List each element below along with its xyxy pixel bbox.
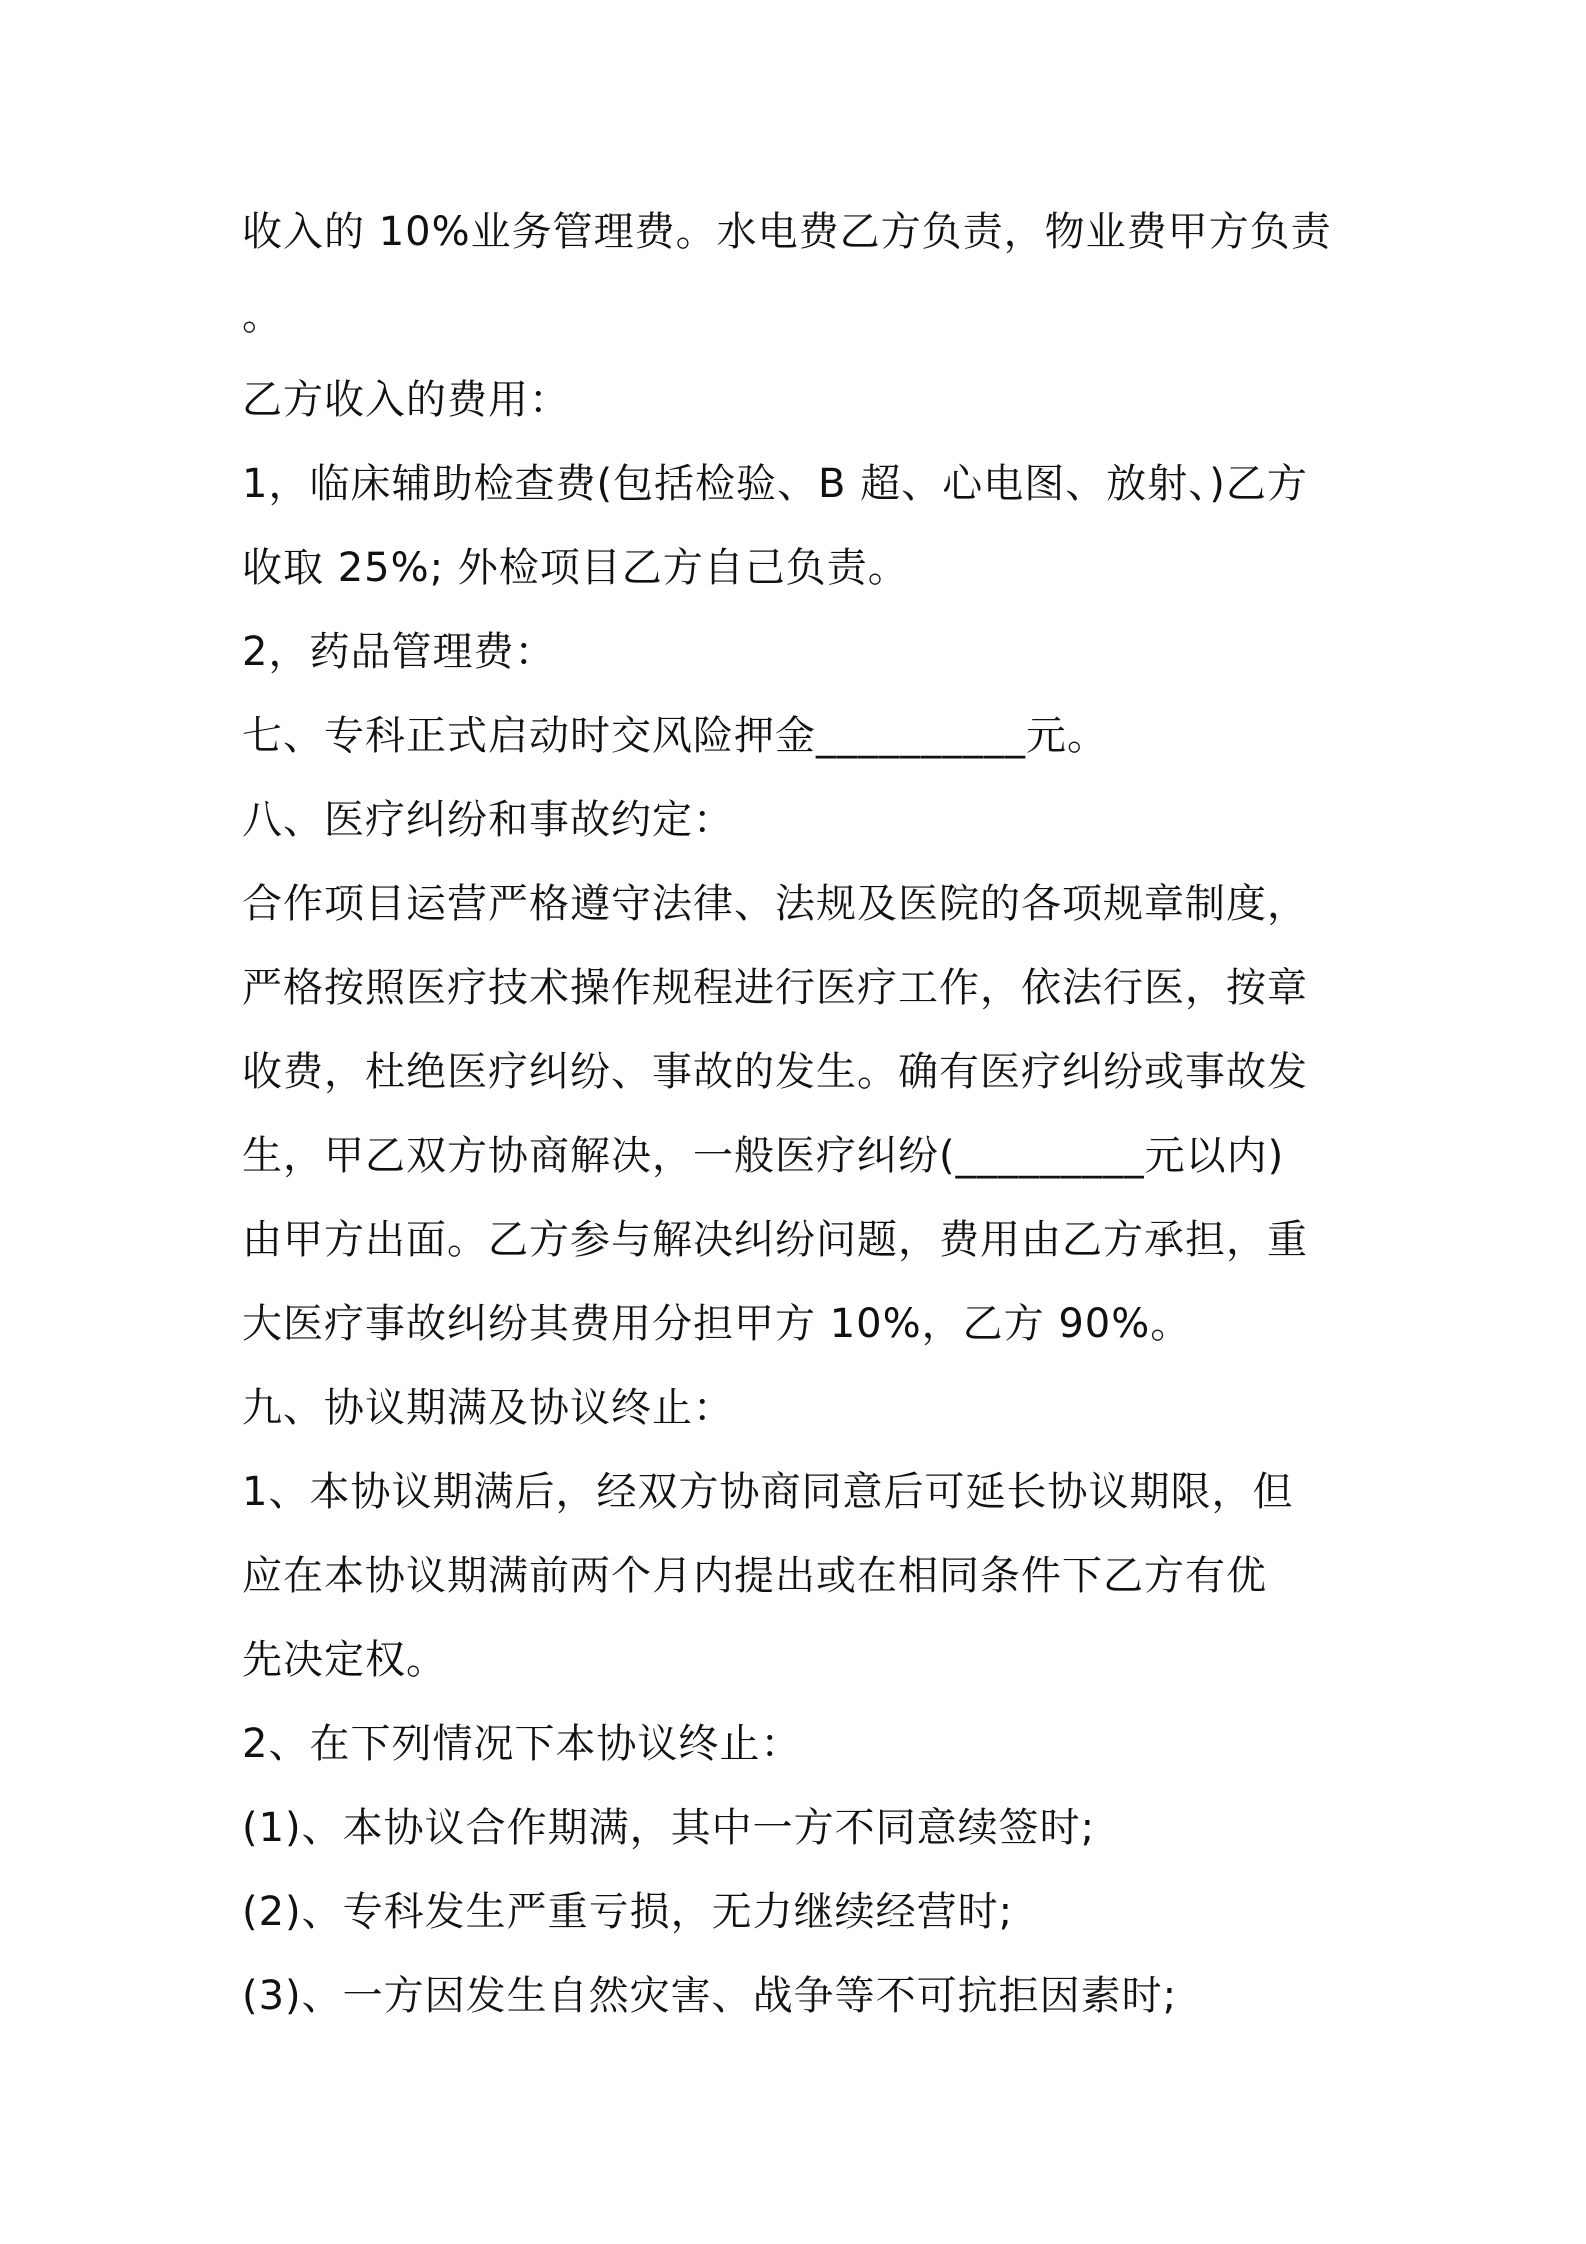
- text-line: 收入的 10%业务管理费。水电费乙方负责，物业费甲方负责: [242, 209, 1332, 255]
- text-line: 2、在下列情况下本协议终止：: [242, 1721, 802, 1767]
- text-line: 。: [242, 293, 283, 339]
- text-line: 先决定权。: [242, 1637, 447, 1683]
- text-line: 应在本协议期满前两个月内提出或在相同条件下乙方有优: [242, 1553, 1267, 1599]
- text-line: 收取 25%; 外检项目乙方自己负责。: [242, 545, 909, 591]
- list-item: (3)、一方因发生自然灾害、战争等不可抗拒因素时;: [242, 1973, 1178, 2019]
- text-line: 2，药品管理费：: [242, 629, 556, 675]
- text-line: 收费，杜绝医疗纠纷、事故的发生。确有医疗纠纷或事故发: [242, 1049, 1308, 1095]
- section-heading: 九、协议期满及协议终止：: [242, 1385, 734, 1431]
- document-body: [242, 190, 1362, 2038]
- text-line: 严格按照医疗技术操作规程进行医疗工作，依法行医，按章: [242, 965, 1308, 1011]
- text-line: 由甲方出面。乙方参与解决纠纷问题，费用由乙方承担，重: [242, 1217, 1308, 1263]
- text-line: 1、本协议期满后，经双方协商同意后可延长协议期限，但: [242, 1469, 1294, 1515]
- list-item: (1)、本协议合作期满，其中一方不同意续签时;: [242, 1805, 1096, 1851]
- text-line: 大医疗事故纠纷其费用分担甲方 10%，乙方 90%。: [242, 1301, 1192, 1347]
- text-line: 1，临床辅助检查费(包括检验、B 超、心电图、放射、)乙方: [242, 461, 1308, 507]
- text-line: 生，甲乙双方协商解决，一般医疗纠纷(_________元以内): [242, 1133, 1285, 1179]
- section-heading: 七、专科正式启动时交风险押金__________元。: [242, 713, 1108, 759]
- list-item: (2)、专科发生严重亏损，无力继续经营时;: [242, 1889, 1014, 1935]
- section-heading: 八、医疗纠纷和事故约定：: [242, 797, 734, 843]
- section-heading: 乙方收入的费用：: [242, 377, 570, 423]
- text-line: 合作项目运营严格遵守法律、法规及医院的各项规章制度，: [242, 881, 1308, 927]
